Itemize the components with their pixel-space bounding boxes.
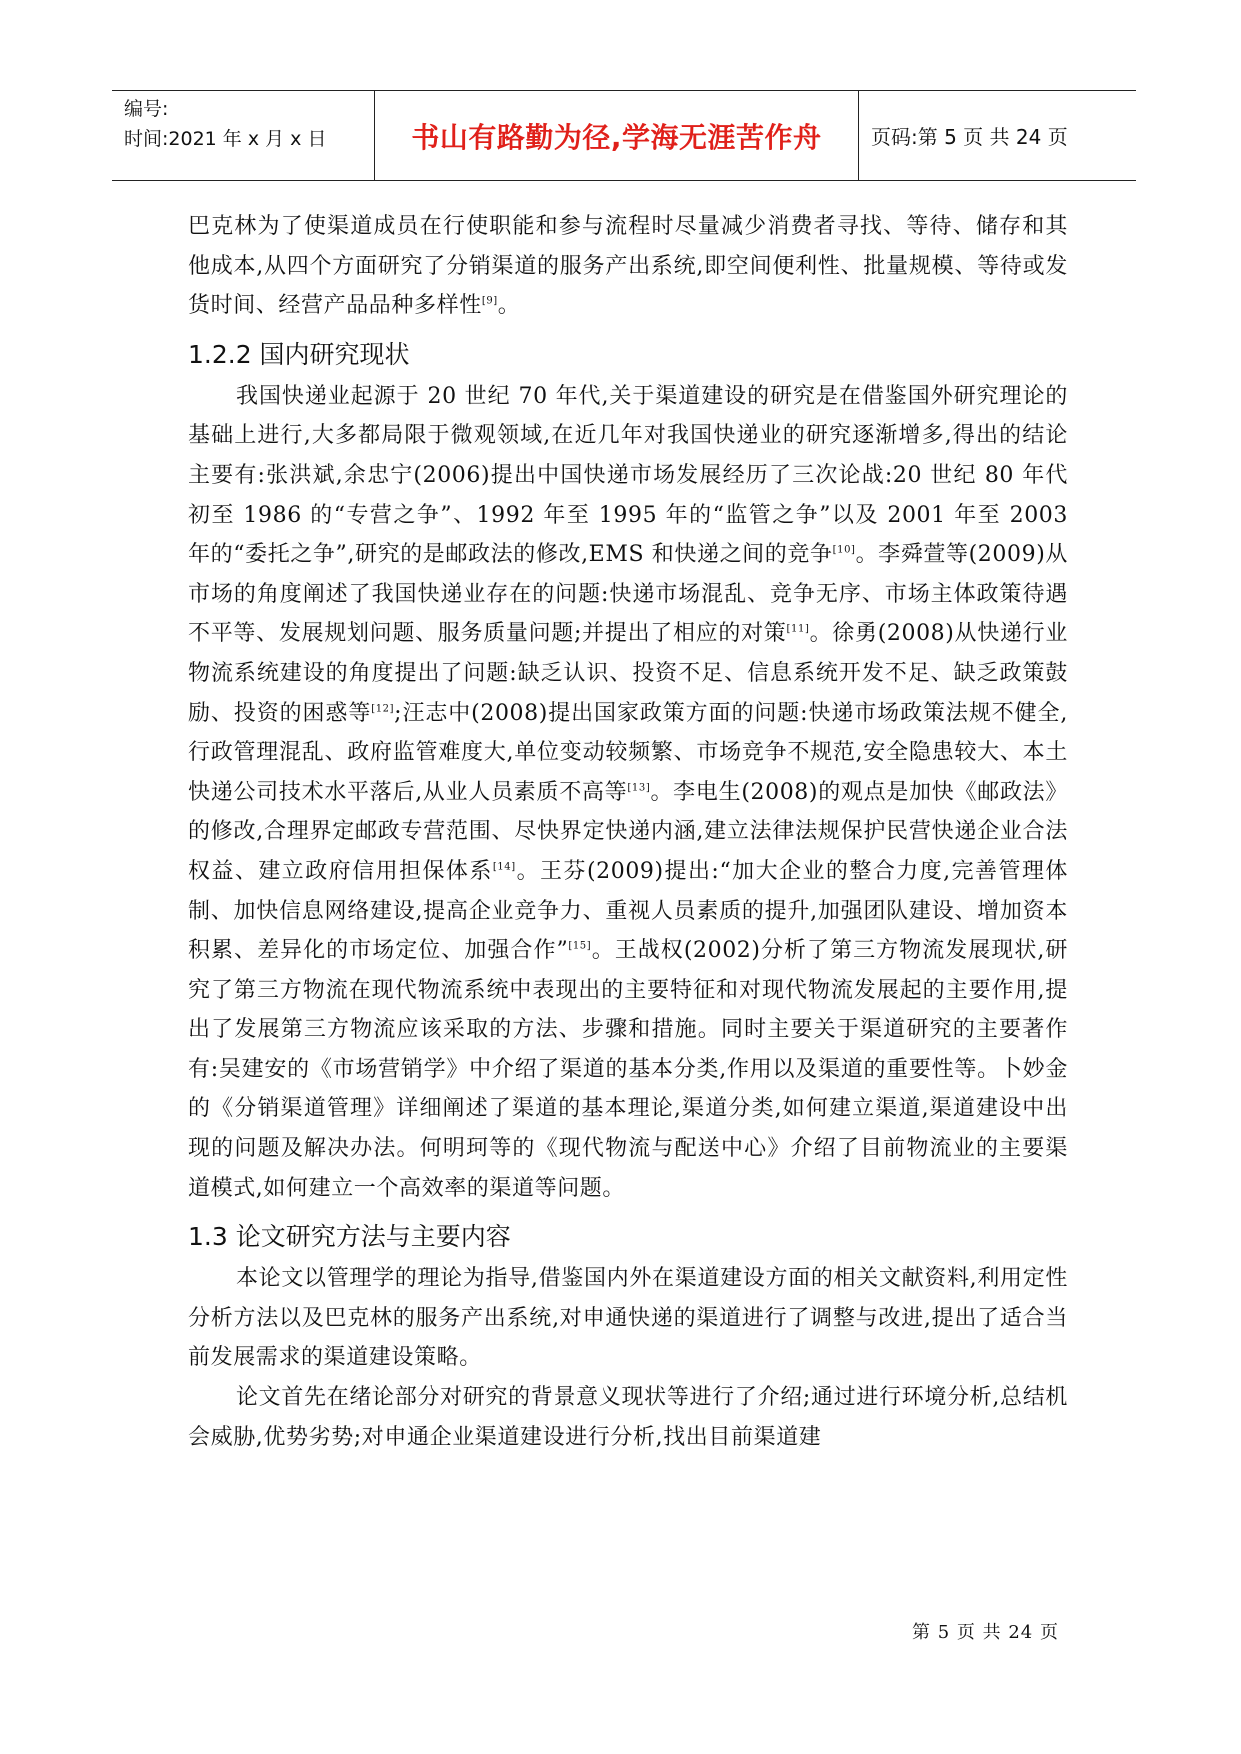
citation-ref: [10] (832, 544, 856, 556)
citation-ref: [11] (786, 624, 810, 636)
section-heading-1-2-2: 1.2.2 国内研究现状 (188, 339, 410, 369)
page-header (112, 90, 1136, 181)
header-meta (112, 91, 375, 180)
paragraph-domestic-research (188, 377, 1068, 1208)
paragraph-text: 。王战权(2002)分析了第三方物流发展现状,研究了第三方物流在现代物流系统中表现出的主要特征和对现代物流发展起的主要作用,提出了发展第三方物流应该采取的方法、步骤和措施。同时主要关于渠道研究的主要著作有:吴建安的《市场营销学》中介绍了渠道的基本分类,作用以及渠道的重要性等。卜妙金的《分销渠道管理》详细阐述了渠道的基本理论,渠道分类,如何建立渠道,渠道建设中出现的问题及解决办法。何明珂等的《现代物流与配送中心》介绍了目前物流业的主要渠道模式,如何建立一个高效率的渠道等问题。 (188, 938, 1068, 1201)
paragraph-text: 。李电生(2008)的观点是加快《邮政法》的修改,合理界定邮政专营范围、尽快界定快递内涵,建立法律法规保护民营快递企业合法权益、建立政府信用担保体系 (188, 779, 1068, 884)
paragraph-text: 。徐勇(2008)从快递行业物流系统建设的角度提出了问题:缺乏认识、投资不足、信息系统开发不足、缺乏政策鼓励、投资的困惑等 (188, 621, 1068, 726)
page-footer: 第 5 页 共 24 页 (912, 1622, 1059, 1643)
citation-ref: [12] (371, 703, 395, 715)
paragraph-text: 我国快递业起源于 20 世纪 70 年代,关于渠道建设的研究是在借鉴国外研究理论的基础上进行,大多都局限于微观领域,在近几年对我国快递业的研究逐渐增多,得出的结论主要有:张洪斌,余忠宁(2006)提出中国快递市场发展经历了三次论战:20 世纪 80 年代初至 1986 的“专营之争”、1992 年至 1995 年的“监管之争”以及 2001 年至 2003 年的“委托之争”,研究的是邮政法的修改,EMS 和快递之间的竞争 (188, 383, 1068, 568)
document-body (188, 207, 1068, 1457)
header-page-label: 页码:第 5 页 共 24 页 (871, 125, 1068, 149)
paragraph-text: 。李舜萱等(2009)从市场的角度阐述了我国快递业存在的问题:快递市场混乱、竞争无序、市场主体政策待遇不平等、发展规划问题、服务质量问题;并提出了相应的对策 (188, 542, 1068, 647)
paragraph-text: 。王芬(2009)提出:“加大企业的整合力度,完善管理体制、加快信息网络建设,提高企业竞争力、重视人员素质的提升,加强团队建设、增加资本积累、差异化的市场定位、加强合作” (188, 858, 1068, 964)
citation-ref: [9] (481, 295, 498, 307)
document-date-label: 时间:2021 年 x 月 x 日 (124, 128, 327, 150)
paragraph-text: ;汪志中(2008)提出国家政策方面的问题:快递市场政策法规不健全,行政管理混乱、政府监管难度大,单位变动较频繁、市场竞争不规范,安全隐患较大、本土快递公司技术水平落后,从业人员素质不高等 (188, 700, 1068, 805)
header-motto: 书山有路勤为径,学海无涯苦作舟 (375, 91, 859, 180)
paragraph-bucklin (188, 207, 1068, 326)
paragraph-methods: 本论文以管理学的理论为指导,借鉴国内外在渠道建设方面的相关文献资料,利用定性分析方法以及巴克林的服务产出系统,对申通快递的渠道进行了调整与改进,提出了适合当前发展需求的渠道建设策略。 (188, 1266, 1068, 1371)
document-number-label: 编号: (124, 98, 169, 120)
paragraph-text: 。 (497, 293, 521, 319)
paragraph-text: 巴克林为了使渠道成员在行使职能和参与流程时尽量减少消费者寻找、等待、储存和其他成本,从四个方面研究了分销渠道的服务产出系统,即空间便利性、批量规模、等待或发货时间、经营产品品种多样性 (188, 214, 1068, 319)
paragraph-structure: 论文首先在绪论部分对研究的背景意义现状等进行了介绍;通过进行环境分析,总结机会威胁,优势劣势;对申通企业渠道建设进行分析,找出目前渠道建 (188, 1385, 1068, 1450)
citation-ref: [14] (492, 861, 516, 873)
citation-ref: [15] (568, 940, 592, 952)
section-heading-1-3: 1.3 论文研究方法与主要内容 (188, 1222, 511, 1252)
citation-ref: [13] (627, 782, 651, 794)
